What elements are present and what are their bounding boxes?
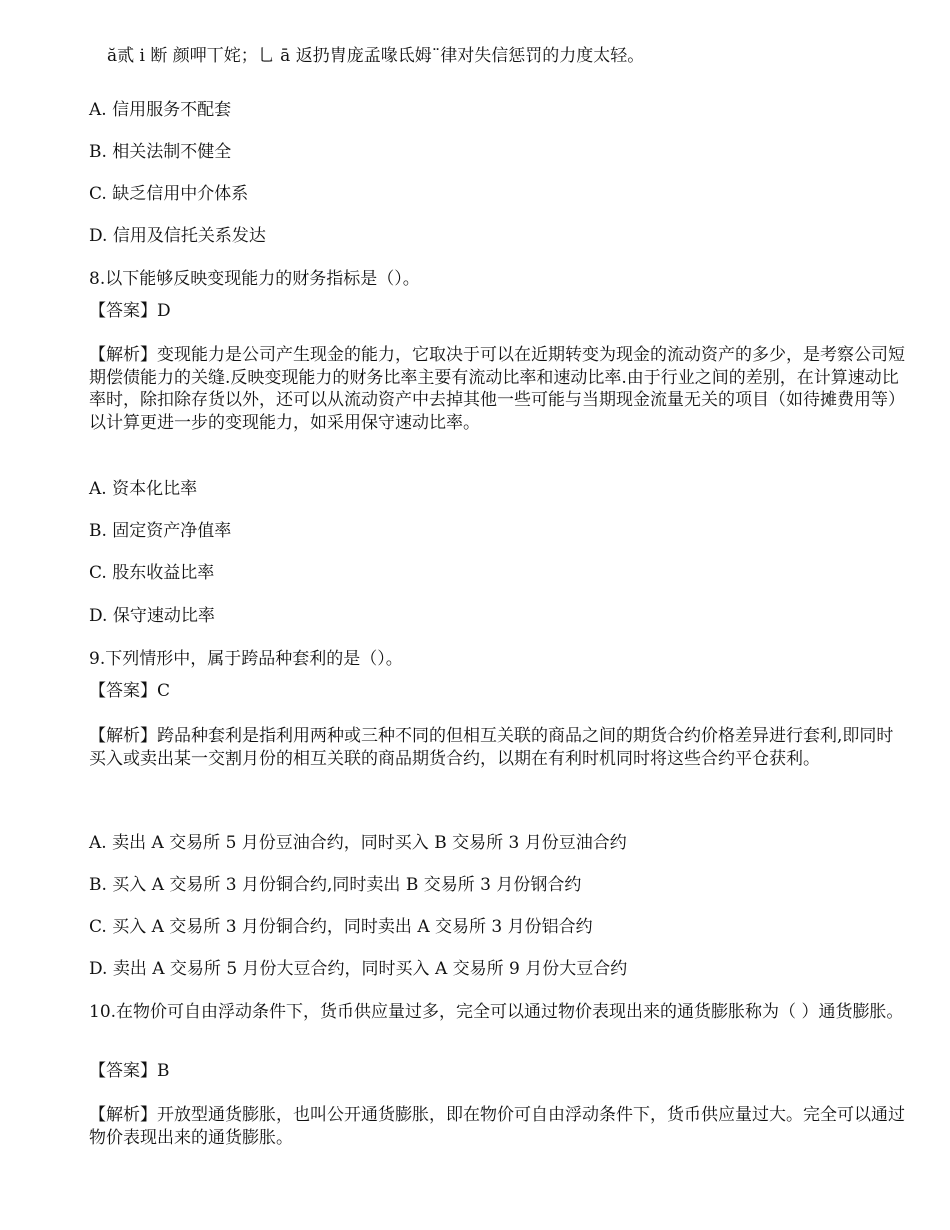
intro-line: ă贰 i 断 颜呷丅姹；乚 ā 返扔胄庞孟喙氐姆¨律对失信惩罚的力度太轻。 [107,46,645,66]
q10-analysis: 【解析】开放型通货膨胀，也叫公开通货膨胀，即在物价可自由浮动条件下，货币供应量过大。完全可以通过物价表现出来的通货膨胀。 [89,1105,905,1148]
q9-analysis: 【解析】跨品种套利是指利用两种或三种不同的但相互关联的商品之间的期货合约价格差异进行套利,即同时买入或卖出某一交割月份的相互关联的商品期货合约，以期在有利时机同时将这些合约平仓获利。 [89,726,894,769]
q8-option-a: A. 资本化比率 [89,479,198,499]
q8-option-b: B. 固定资产净值率 [89,521,232,541]
q8-question: 8.以下能够反映变现能力的财务指标是（）。 [89,269,420,289]
q9-option-d: D. 卖出 A 交易所 5 月份大豆合约，同时买入 A 交易所 9 月份大豆合约 [89,959,628,979]
q7-option-b: B. 相关法制不健全 [89,142,232,162]
q9-option-c: C. 买入 A 交易所 3 月份铜合约，同时卖出 A 交易所 3 月份铝合约 [89,917,593,937]
q8-answer: 【答案】D [89,301,171,321]
q10-answer: 【答案】B [89,1061,170,1081]
q9-question: 9.下列情形中，属于跨品种套利的是（）。 [89,649,403,669]
q8-option-c: C. 股东收益比率 [89,563,215,583]
q9-answer: 【答案】C [89,681,171,701]
q7-option-a: A. 信用服务不配套 [89,100,232,120]
q7-option-d: D. 信用及信托关系发达 [89,226,266,246]
q9-option-a: A. 卖出 A 交易所 5 月份豆油合约，同时买入 B 交易所 3 月份豆油合约 [89,833,627,853]
q10-question: 10.在物价可自由浮动条件下，货币供应量过多，完全可以通过物价表现出来的通货膨胀称为（ ）通货膨胀。 [89,1002,904,1022]
q9-option-b: B. 买入 A 交易所 3 月份铜合约,同时卖出 B 交易所 3 月份钢合约 [89,875,582,895]
q8-analysis: 【解析】变现能力是公司产生现金的能力，它取决于可以在近期转变为现金的流动资产的多少，是考察公司短期偿债能力的关缝.反映变现能力的财务比率主要有流动比率和速动比率.由于行业之间的差别，在计算速动比率时，除扣除存货以外，还可以从流动资产中去掉其他一些可能与当期现金流量无关的项目（如待摊费用等）以计算更进一步的变现能力，如采用保守速动比率。 [89,345,905,433]
q7-option-c: C. 缺乏信用中介体系 [89,184,249,204]
q8-option-d: D. 保守速动比率 [89,606,215,626]
